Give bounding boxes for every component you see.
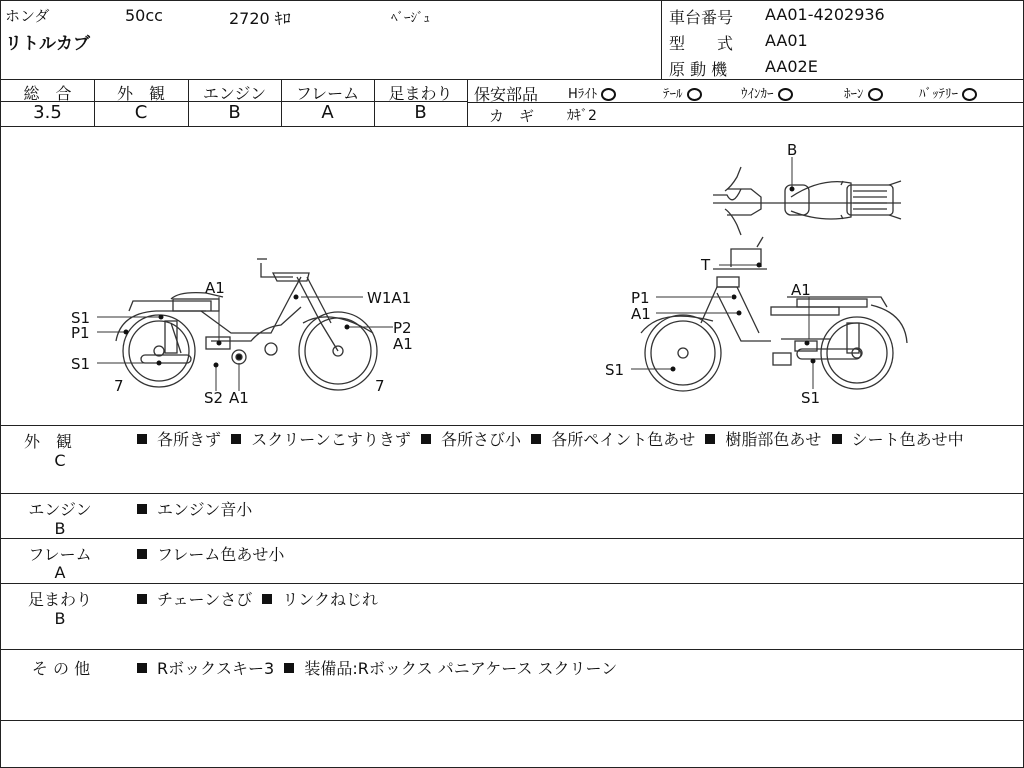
rating-suspension-label: 足まわり xyxy=(388,84,453,103)
dmg-label: T xyxy=(701,256,711,274)
motorcycle-right-view xyxy=(641,237,907,391)
rating-exterior-label: 外 観 xyxy=(116,84,165,103)
note-text: リンクねじれ xyxy=(282,590,379,609)
dmg-label: 7 xyxy=(114,377,124,395)
frame-no: AA01-4202936 xyxy=(765,5,885,24)
maker: ホンダ xyxy=(5,7,50,25)
detail-notes-other xyxy=(137,656,617,679)
dmg-label: B xyxy=(787,141,798,159)
bullet-square-icon xyxy=(137,549,147,559)
note-text: フレーム色あせ小 xyxy=(157,545,285,564)
bullet-square-icon xyxy=(137,434,147,444)
dmg-label: A1 xyxy=(229,389,249,407)
rule xyxy=(467,102,1023,103)
ok-mark-icon xyxy=(601,88,616,101)
safety-item-label: ｳｲﾝｶｰ xyxy=(741,87,774,102)
dmg-label: S1 xyxy=(801,389,821,407)
header-divider xyxy=(661,1,662,79)
detail-grade: B xyxy=(54,609,66,628)
detail-notes-frame xyxy=(137,542,284,565)
bullet-square-icon xyxy=(832,434,842,444)
detail-grade: A xyxy=(54,563,66,582)
rule xyxy=(1,425,1023,426)
ok-mark-icon xyxy=(962,88,977,101)
detail-notes-suspension xyxy=(137,587,378,610)
rating-engine-label: エンジン xyxy=(202,84,267,103)
bullet-square-icon xyxy=(531,434,541,444)
note-text: 各所さび小 xyxy=(441,430,522,449)
dmg-label: S1 xyxy=(605,361,625,379)
bullet-square-icon xyxy=(231,434,241,444)
dmg-label: S2 xyxy=(204,389,224,407)
dmg-label: P1 xyxy=(631,289,650,307)
dmg-label: W1A1 xyxy=(367,289,412,307)
rule xyxy=(1,538,1023,539)
rule xyxy=(1,720,1023,721)
note-text: Rボックスキー3 xyxy=(157,659,275,678)
safety-item-horn xyxy=(844,83,883,102)
safety-item-label: ﾊﾞｯﾃﾘｰ xyxy=(919,87,958,102)
bullet-square-icon xyxy=(137,663,147,673)
damage-leader-lines xyxy=(97,157,813,391)
bullet-square-icon xyxy=(421,434,431,444)
detail-category: エンジン xyxy=(28,500,92,519)
dmg-label: P1 xyxy=(71,324,90,342)
dmg-label: A1 xyxy=(631,305,651,323)
note-text: 各所ペイント色あせ xyxy=(551,430,696,449)
safety-parts-label: 保安部品 xyxy=(474,85,539,104)
engine-code-label: 原 動 機 xyxy=(669,60,728,79)
dmg-label: S1 xyxy=(71,355,91,373)
detail-notes-engine xyxy=(137,497,252,520)
key-value: ｶｷﾞ2 xyxy=(567,108,597,124)
detail-category: 外 観 xyxy=(23,432,72,451)
rating-frame-value: A xyxy=(321,102,334,123)
safety-item-battery xyxy=(919,83,977,102)
dmg-label: P2 xyxy=(393,319,412,337)
color: ﾍﾞｰｼﾞｭ xyxy=(391,11,430,26)
rating-exterior-value: C xyxy=(134,102,148,123)
dmg-label: A1 xyxy=(205,279,225,297)
rating-suspension-value: B xyxy=(414,102,427,123)
rating-overall-label: 総 合 xyxy=(23,84,72,103)
model-code-label: 型 式 xyxy=(669,34,734,53)
damage-diagram xyxy=(1,127,1023,425)
detail-notes-exterior xyxy=(137,429,1017,451)
safety-item-headlight xyxy=(568,83,616,102)
engine-code: AA02E xyxy=(765,57,818,76)
dmg-label: A1 xyxy=(791,281,811,299)
safety-item-label: ﾃｰﾙ xyxy=(663,87,683,102)
detail-category: 足まわり xyxy=(27,590,92,609)
safety-item-tail xyxy=(663,83,702,102)
ok-mark-icon xyxy=(687,88,702,101)
rating-engine-value: B xyxy=(228,102,241,123)
model-code: AA01 xyxy=(765,31,808,50)
bullet-square-icon xyxy=(284,663,294,673)
dmg-label: A1 xyxy=(393,335,413,353)
note-text: 樹脂部色あせ xyxy=(725,430,822,449)
mileage: 2720 ｷﾛ xyxy=(229,9,291,28)
rating-overall-value: 3.5 xyxy=(33,102,62,123)
ok-mark-icon xyxy=(868,88,883,101)
dmg-label: S1 xyxy=(71,309,91,327)
rule xyxy=(1,79,1023,80)
safety-item-label: Hﾗｲﾄ xyxy=(568,87,598,102)
displacement: 50cc xyxy=(125,6,163,25)
motorcycle-left-view xyxy=(116,259,377,390)
rule xyxy=(1,583,1023,584)
bullet-square-icon xyxy=(705,434,715,444)
damage-points xyxy=(124,187,816,372)
model-name: リトルカブ xyxy=(5,34,90,54)
detail-grade: C xyxy=(54,451,66,470)
safety-item-label: ﾎｰﾝ xyxy=(844,87,864,102)
note-text: シート色あせ中 xyxy=(851,430,964,449)
rule xyxy=(1,649,1023,650)
note-text: 各所きず xyxy=(157,430,222,449)
ok-mark-icon xyxy=(778,88,793,101)
frame-no-label: 車台番号 xyxy=(669,8,734,27)
note-text: チェーンさび xyxy=(157,590,253,609)
dmg-label: 7 xyxy=(375,377,385,395)
rule xyxy=(1,493,1023,494)
key-label: カ ギ xyxy=(489,107,535,125)
motorcycle-top-view xyxy=(713,167,901,235)
safety-item-winker xyxy=(741,83,793,102)
detail-grade: B xyxy=(54,519,66,538)
note-text: スクリーンこすりきず xyxy=(251,430,411,449)
note-text: 装備品:Rボックス パニアケース スクリーン xyxy=(304,659,618,678)
detail-category: フレーム xyxy=(28,545,92,564)
bullet-square-icon xyxy=(137,594,147,604)
bullet-square-icon xyxy=(262,594,272,604)
rating-frame-label: フレーム xyxy=(295,84,360,103)
bullet-square-icon xyxy=(137,504,147,514)
detail-category: そ の 他 xyxy=(31,659,91,678)
note-text: エンジン音小 xyxy=(157,500,253,519)
